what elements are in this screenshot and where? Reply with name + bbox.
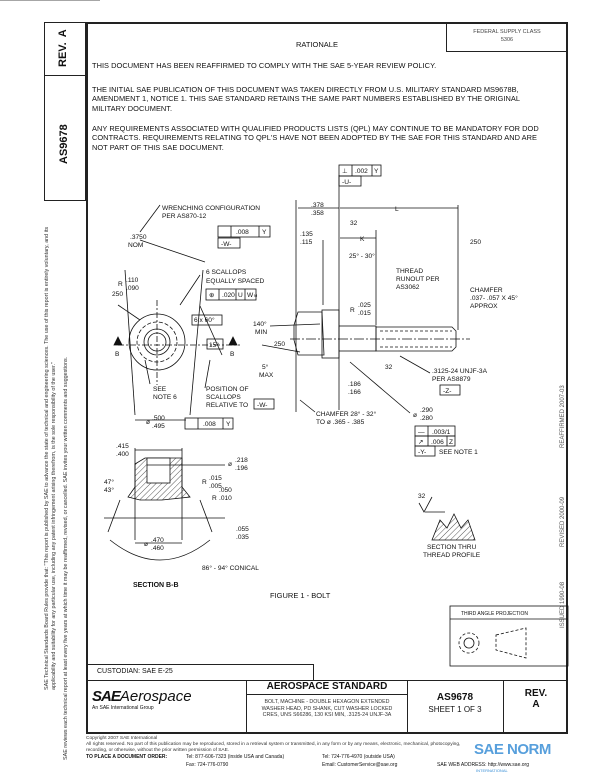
runout-icon: ↗ (418, 439, 424, 446)
section-bb-caption: SECTION B-B (133, 582, 179, 589)
title-desc-2: WASHER HEAD, PD SHANK, CUT WASHER LOCKED (261, 705, 393, 712)
title-desc-cell (246, 680, 408, 734)
rev-value: A (532, 699, 540, 710)
dia-sym-3: ø (228, 461, 233, 468)
label-thread-2: PER AS8879 (432, 376, 471, 383)
label-thread-1: .3125-24 UNJF-3A (432, 368, 487, 375)
position-symbol-icon: ⊕ (209, 292, 215, 299)
label-r1b: .090 (126, 285, 139, 292)
label-47: 47° (104, 479, 114, 486)
label-378: .378 (311, 202, 324, 209)
perpendicularity-icon: ⊥ (342, 168, 348, 175)
label-115: .115 (300, 239, 313, 246)
label-runout-3: AS3062 (396, 284, 420, 291)
datum-w: -W- (221, 241, 232, 248)
side-rev-value: A (57, 29, 69, 38)
label-L: L (395, 206, 399, 213)
label-5: 5° (262, 364, 269, 371)
label-dia4a: .470 (151, 537, 164, 544)
fsc-code: 5306 (500, 37, 514, 43)
label-r1: R (118, 281, 123, 288)
rationale-title: RATIONALE (296, 40, 338, 49)
email: Email: CustomerService@sae.org (322, 762, 398, 768)
fsc-label: FEDERAL SUPPLY CLASS (473, 29, 541, 35)
label-166: .166 (348, 389, 361, 396)
label-r4a: .050 (219, 487, 232, 494)
datum-z: -Z- (443, 388, 452, 395)
dia-sym-2: ø (413, 412, 418, 419)
section-b-left: B (115, 351, 120, 358)
standard-heading: AEROSPACE STANDARD (247, 680, 407, 695)
label-finish-250-b: 250 (470, 239, 482, 246)
label-pos-1: POSITION OF (206, 386, 249, 393)
thread-profile-section (432, 514, 475, 540)
drawing-labels (104, 168, 528, 617)
label-dia1b: .495 (152, 423, 165, 430)
issued-date: ISSUED 1990-08 (560, 581, 566, 628)
tel-us: Tel: 877-606-7323 (inside USA and Canada) (186, 754, 285, 760)
label-r4b: .010 (219, 495, 232, 502)
label-chamfer-b1: CHAMFER 28° - 32° (316, 411, 377, 418)
label-chamfer-3: APPROX (470, 303, 498, 310)
label-pos-3: RELATIVE TO (206, 402, 249, 409)
bolt-hex (322, 310, 339, 358)
fcf-datum-y: Y (262, 229, 267, 236)
straightness-icon: — (418, 429, 425, 436)
label-note6: NOTE 6 (153, 394, 177, 401)
label-055: .055 (236, 526, 249, 533)
fcf-runout-z-value: .006 (431, 439, 444, 446)
fcf-runout-z-datum: Z (449, 439, 454, 446)
bolt-washer-head (294, 312, 324, 355)
label-finish-250-a: 250 (112, 291, 124, 298)
label-runout-1: THREAD (396, 268, 424, 275)
fcf-straight-value: .003/1 (432, 429, 451, 436)
label-dia3b: .196 (235, 465, 248, 472)
label-finish-250-c: 250 (274, 341, 286, 348)
label-chamfer-b2: TO ø .365 - .385 (316, 419, 365, 426)
logo-aerospace: Aerospace (119, 688, 192, 705)
datum-y: -Y- (418, 449, 427, 456)
fcf-perp-datum: Y (374, 168, 379, 175)
fcf-pos-w: W (247, 292, 254, 299)
label-dia2a: .290 (420, 407, 433, 414)
label-scallops-1: 6 SCALLOPS (206, 269, 247, 276)
fcf-runout-y-datum: Y (226, 421, 231, 428)
label-finish-32-b: 32 (385, 364, 393, 371)
copyright-3: recording, or otherwise, without the prior written permission of SAE. (86, 747, 230, 753)
margin-note-2: SAE reviews each technical report at least every five years at which time it may be reaffirmed, revised, or cancelled. SAE invites your written comments and suggestions. (63, 356, 69, 760)
rationale-para-1: THIS DOCUMENT HAS BEEN REAFFIRMED TO COMPLY WITH THE SAE 5-YEAR REVIEW POLICY. (92, 61, 437, 70)
label-358: .358 (311, 210, 324, 217)
label-r2: R (350, 307, 355, 314)
label-thread-sec-2: THREAD PROFILE (423, 552, 481, 559)
revised-date: REVISED 2000-09 (560, 496, 566, 547)
logo-sub: An SAE International Group (92, 705, 154, 711)
sheet-number: SHEET 1 OF 3 (428, 705, 482, 714)
label-nom: NOM (128, 242, 144, 249)
bolt-shank (339, 326, 376, 351)
datum-w-ref: -W- (257, 402, 268, 409)
label-415: .415 (116, 443, 129, 450)
label-dia3a: .218 (235, 457, 248, 464)
rationale-para-3: ANY REQUIREMENTS ASSOCIATED WITH QUALIFIED PRODUCTS LISTS (QPL) MAY CONTINUE TO BE MANDATORY FOR DOD CONTRACTS. REQUIREMENTS RELATING TO QPL'S HAVE NOT BEEN ADOPTED BY THE SAE FOR THIS STANDARD AND ARE NOT PART OF THIS SAE DOCUMENT. (92, 124, 539, 152)
fax: Fax: 724-776-0790 (186, 762, 229, 768)
title-desc-3: CRES, UNS S66286, 130 KSI MIN, .3125-24 UNJF-3A (262, 712, 392, 719)
margin-note-1: SAE Technical Standards Board Rules provide that: "This report is published by SAE to advance the state of technical and engineering sciences. The use of this report is entirely voluntary, and its applicability and suitability for any particular use, including any patent infringement arising therefrom, is the sole responsibility of the user." (44, 226, 57, 690)
label-43: 43° (104, 487, 114, 494)
label-runout-2: RUNOUT PER (396, 276, 440, 283)
fcf-perp-value: .002 (355, 168, 368, 175)
tel-intl: Tel: 724-776-4970 (outside USA) (322, 754, 395, 760)
label-r3a: .015 (209, 475, 222, 482)
label-186: .186 (348, 381, 361, 388)
label-chamfer-1: CHAMFER (470, 287, 503, 294)
label-wrenching-2: PER AS870-12 (162, 213, 207, 220)
dia-sym-4: ø (144, 541, 149, 548)
label-035: .035 (236, 534, 249, 541)
fcf-pos-u: U (238, 292, 243, 299)
order-label: TO PLACE A DOCUMENT ORDER: (86, 754, 168, 760)
custodian-box (86, 664, 314, 681)
label-140: 140° (253, 321, 267, 328)
datum-u: -U- (342, 179, 352, 186)
dia-sym-1: ø (146, 419, 151, 426)
label-min: MIN (255, 329, 268, 336)
label-finish-32-a: 32 (350, 220, 358, 227)
label-scallops-2: EQUALLY SPACED (206, 278, 265, 285)
custodian: CUSTODIAN: SAE E-25 (97, 668, 173, 675)
rationale-para-2: THE INITIAL SAE PUBLICATION OF THIS DOCUMENT WAS TAKEN DIRECTLY FROM U.S. MILITARY STANDARD MS9678B, AMENDMENT 1, NOTICE 1. THIS SAE STANDARD RETAINS THE SAME PART NUMBERS ESTABLISHED BY THE ORIGINAL MILITARY DOCUMENT. (92, 85, 520, 113)
label-r4: R (212, 495, 217, 502)
copyright-2: All rights reserved. No part of this publication may be reproduced, stored in a retrieval system or transmitted, in any form or by any means, electronic, mechanical, photocopying, (86, 741, 461, 747)
web-address: SAE WEB ADDRESS: http://www.sae.org (437, 762, 529, 768)
rev-label: REV. (524, 688, 548, 699)
label-25-30: 25° - 30° (349, 253, 375, 260)
label-135: .135 (300, 231, 313, 238)
copyright-1: Copyright 2007 SAE International (86, 736, 158, 741)
watermark-sub: INTERNATIONAL (476, 768, 508, 773)
doc-number: AS9678 (436, 692, 474, 703)
label-6x60: 6 x 60° (194, 317, 215, 324)
sae-aerospace-logo (92, 688, 242, 711)
fcf-pos-value: .020 (222, 292, 235, 299)
sae-norm-watermark: SAE NORM (474, 741, 551, 758)
label-nom-value: .3750 (130, 234, 147, 241)
label-max: MAX (259, 372, 274, 379)
label-r2b: .015 (358, 310, 371, 317)
label-K: K (360, 236, 365, 243)
label-wrenching-1: WRENCHING CONFIGURATION (162, 205, 261, 212)
docnum-cell (407, 680, 504, 734)
section-b-right: B (230, 351, 235, 358)
third-angle-label: THIRD ANGLE PROJECTION (461, 611, 528, 617)
label-r2a: .025 (358, 302, 371, 309)
label-15: 15° (209, 342, 219, 349)
title-desc-1: BOLT, MACHINE - DOUBLE HEXAGON EXTENDED (264, 699, 390, 705)
label-r3b: .005 (209, 483, 222, 490)
fcf-runout-y-value: .008 (203, 421, 216, 428)
side-rev-label: REV. (57, 42, 69, 67)
label-see: SEE (153, 386, 167, 393)
figure-caption: FIGURE 1 - BOLT (270, 591, 331, 600)
fcf-runout-w-value: .008 (236, 229, 249, 236)
label-dia2b: .280 (420, 415, 433, 422)
label-chamfer-2: .037- .057 X 45° (470, 295, 518, 302)
rev-cell (504, 680, 568, 710)
label-pos-2: SCALLOPS (206, 394, 241, 401)
fcf-pos-m: M (254, 293, 258, 298)
label-r1a: .110 (126, 277, 139, 284)
label-conical: 86° - 94° CONICAL (202, 565, 259, 572)
label-dia4b: .460 (151, 545, 164, 552)
label-thread-sec-1: SECTION THRU (427, 544, 477, 551)
reaffirmed-date: REAFFIRMED 2007-03 (560, 385, 566, 448)
logo-sae: SAE (92, 688, 120, 705)
side-doc-number: AS9678 (58, 124, 70, 164)
label-r3: R (202, 479, 207, 486)
label-dia1a: .500 (152, 415, 165, 422)
label-see-note1: SEE NOTE 1 (439, 449, 478, 456)
label-400: .400 (116, 451, 129, 458)
label-finish-32-c: 32 (418, 493, 426, 500)
